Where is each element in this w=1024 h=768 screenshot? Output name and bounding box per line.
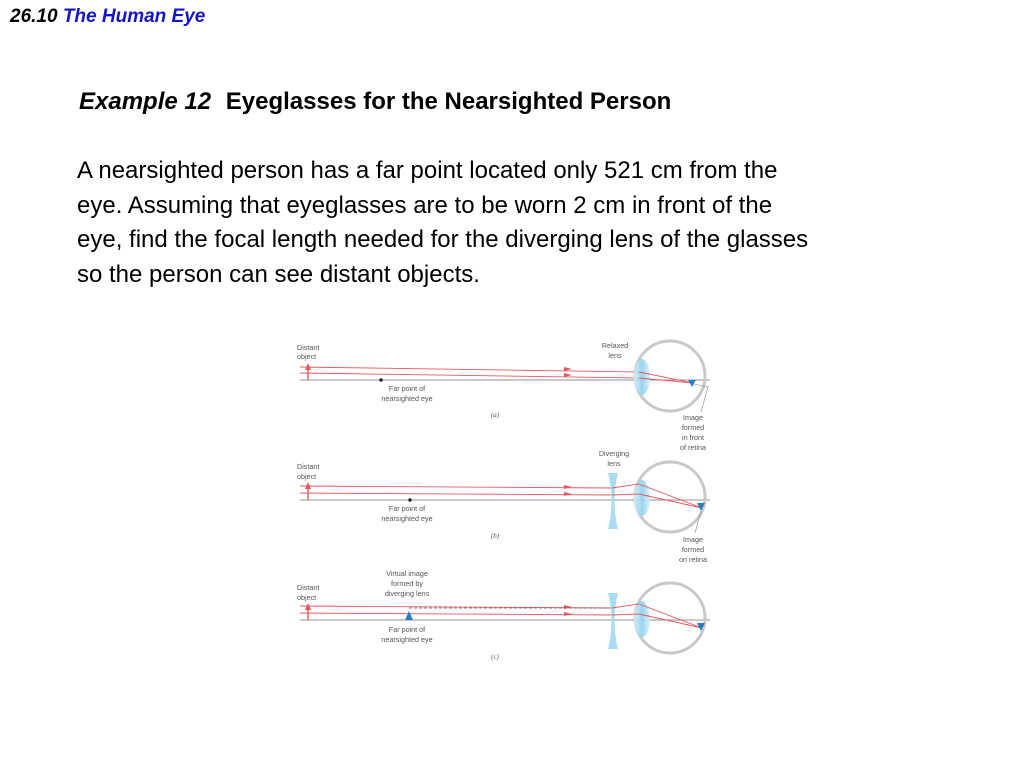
problem-line: eye, find the focal length needed for the diverging lens of the glasses [77,226,809,253]
caption-a: (a) [490,411,500,419]
example-label: Example 12 [79,88,212,115]
ray-arrow [564,485,572,489]
ray [300,367,639,372]
lens-label: lens [608,351,622,360]
image-label: formed [681,423,705,432]
panel-a [297,341,710,452]
image-label: Image [683,413,703,422]
section-title: The Human Eye [62,6,206,27]
far-point-label: Far point of [388,504,426,513]
example-title: Eyeglasses for the Nearsighted Person [225,88,672,115]
far-point-label: Far point of [388,384,426,393]
image-label: formed [681,545,705,554]
distant-object-label: object [297,472,317,481]
object-arrowhead [305,482,311,489]
lens-label: lens [607,459,621,468]
caption-b: (b) [490,532,500,540]
distant-object-label: Distant [297,583,320,592]
far-point-dot [408,498,411,501]
lens-label: Relaxed [601,341,629,350]
diverging-lens [608,593,618,649]
ray-arrow [564,605,572,609]
object-arrowhead [305,363,311,370]
example-heading [79,88,671,116]
lens-label: Diverging [598,449,630,458]
distant-object-label: Distant [297,343,320,352]
virtual-image-label: diverging lens [384,589,430,598]
section-number: 26.10 [10,6,58,27]
image-label: Image [683,535,703,544]
distant-object-label: Distant [297,462,320,471]
far-point-label: nearsighted eye [381,635,433,644]
virtual-image-label: formed by [391,579,423,588]
panel-b [297,449,710,564]
far-point-label: nearsighted eye [381,514,433,523]
problem-line: so the person can see distant objects. [77,260,480,288]
relaxed-lens [634,359,650,395]
far-point-dot [379,378,382,381]
ray [612,604,639,608]
ray-arrow [564,612,572,616]
ray-arrow [564,367,572,371]
image-marker [688,380,696,387]
problem-statement [77,154,967,292]
distant-object-label: object [297,593,317,602]
eye-lens [634,601,650,637]
diverging-lens [608,473,618,529]
problem-line: eye. Assuming that eyeglasses are to be worn 2 cm in front of the [77,191,773,219]
image-label: in front [682,433,704,442]
ray-arrow [564,373,572,377]
far-point-label: Far point of [388,625,426,634]
problem-line: A nearsighted person has a far point located only 521 cm from the [77,157,778,184]
slide-header [10,6,205,28]
panel-c [297,569,710,661]
ray-arrow [564,492,572,496]
virtual-image-marker [405,611,413,620]
distant-object-label: object [297,352,317,361]
virtual-image-label: Virtual image [386,569,428,578]
image-label: on retina [679,555,707,564]
ray [300,373,639,378]
caption-c: (c) [491,653,499,661]
far-point-label: nearsighted eye [381,394,433,403]
image-label: of retina [680,443,706,452]
eye-diagram-figure [290,330,730,670]
